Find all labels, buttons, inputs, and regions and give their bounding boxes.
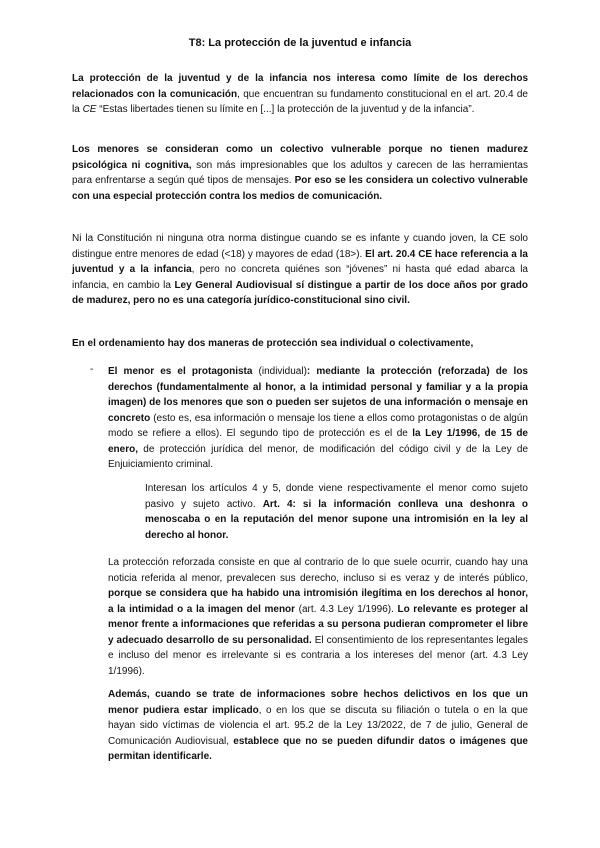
p2-run: Los menores se consideran como un colectivo vulnerable porque no tienen madurez psicológica ni cognitiva, [72,144,528,171]
paragraph-protection-types [72,336,528,352]
p5-run: la Ley 1/1996, de 15 de enero, [108,428,528,455]
p5-run: (individual) [252,366,307,377]
paragraph-individual-protection [108,364,528,473]
p3-run: , pero no concreta quiénes son “jóvenes” ni hasta qué edad abarca la infancia, en cambio la [72,264,528,291]
p5-run: (esto es, esa información o mensaje los tiene a ellos como protagonistas o de algún modo se refiere a ellos). El segundo tipo de protección es el de [108,412,528,439]
p1-run: , que encuentran su fundamento constitucional en el art. 20.4 de la [72,88,528,115]
p8-run: , o en los que se discuta su filiación o tutela o en la que hayan sido víctimas de violencia el art. 95.2 de la Ley 13/2022, de 7 de julio, General de Comunicación Audiovisual, [108,704,528,747]
p7-run: porque se considera que ha habido una intromisión ilegítima en los derechos al honor, a la intimidad o a la imagen del menor [108,588,528,615]
paragraph-constitution [72,231,528,309]
p1-run: La protección de la juventud y de la infancia nos interesa como límite de los derechos relacionados con la comunicación [72,73,528,100]
p2-run: Por eso se les considera un colectivo vulnerable con una especial protección contra los medios de comunicación. [72,175,528,202]
bullet-marker: - [90,364,94,375]
paragraph-criminal-facts [108,687,528,765]
p2-run: son más impresionables que los adultos y carecen de las herramientas para enfrentarse a según qué tipos de mensajes. [72,159,528,186]
paragraph-intro [72,71,528,118]
p7-run: Lo relevante es proteger al menor frente a informaciones que referidas a su persona pudieran comprometer el libre y adecuado desarrollo de su personalidad. [108,603,528,646]
p5-run: : mediante la protección (reforzada) de los derechos (fundamentalmente al honor, a la intimidad personal y familiar y a la propia imagen) de los menores que son o pueden ser sujetos de una información o mensaje en concreto [108,366,528,424]
paragraph-articles [145,481,528,543]
p5-run: El menor es el protagonista [108,366,253,377]
p1-run: CE [82,104,97,115]
p8-run: establece que no se pueden difundir datos o imágenes que permitan identificarle. [108,735,528,762]
p3-run: Ley General Audiovisual sí distingue a partir de los doce años por grado de madurez, pero no es una categoría jurídico-constitucional sino civil. [72,279,528,306]
p4-run: En el ordenamiento hay dos maneras de protección sea individual o colectivamente, [72,338,474,349]
paragraph-vulnerable [72,142,528,204]
p6-run: Art. 4: si la información conlleva una deshonra o menoscaba o en la reputación del menor supone una intromisión en la ley al derecho al honor. [145,498,528,541]
page-title: T8: La protección de la juventud e infancia [188,37,412,49]
p6-run: Interesan los artículos 4 y 5, donde viene respectivamente el menor como sujeto pasivo y sujeto activo. [145,483,528,510]
p7-run: El consentimiento de los representantes legales e incluso del menor es irrelevante si es contraria a los intereses del menor (art. 4.3 Ley 1/1996). [108,634,528,677]
p8-run: Además, cuando se trate de informaciones sobre hechos delictivos en los que un menor pudiera estar implicado [108,689,528,716]
p1-run: “Estas libertades tienen su límite en [...] la protección de la juventud y de la infancia”. [96,104,475,115]
paragraph-reinforced-protection [108,555,528,679]
p7-run: (art. 4.3 Ley 1/1996). [295,603,398,615]
p3-run: El art. 20.4 CE hace referencia a la juventud y a la infancia [72,248,528,275]
p3-run: Ni la Constitución ni ninguna otra norma distingue cuando se es infante y cuando joven, la CE solo distingue entre menores de edad (<18) y mayores de edad (18>). [72,233,528,260]
p5-run: de protección jurídica del menor, de modificación del código civil y de la Ley de Enjuiciamiento criminal. [108,443,528,470]
p7-run: La protección reforzada consiste en que al contrario de lo que suele ocurrir, cuando hay una noticia referida al menor, prevalecen sus derecho, incluso si es veraz y de interés público, [108,557,528,584]
